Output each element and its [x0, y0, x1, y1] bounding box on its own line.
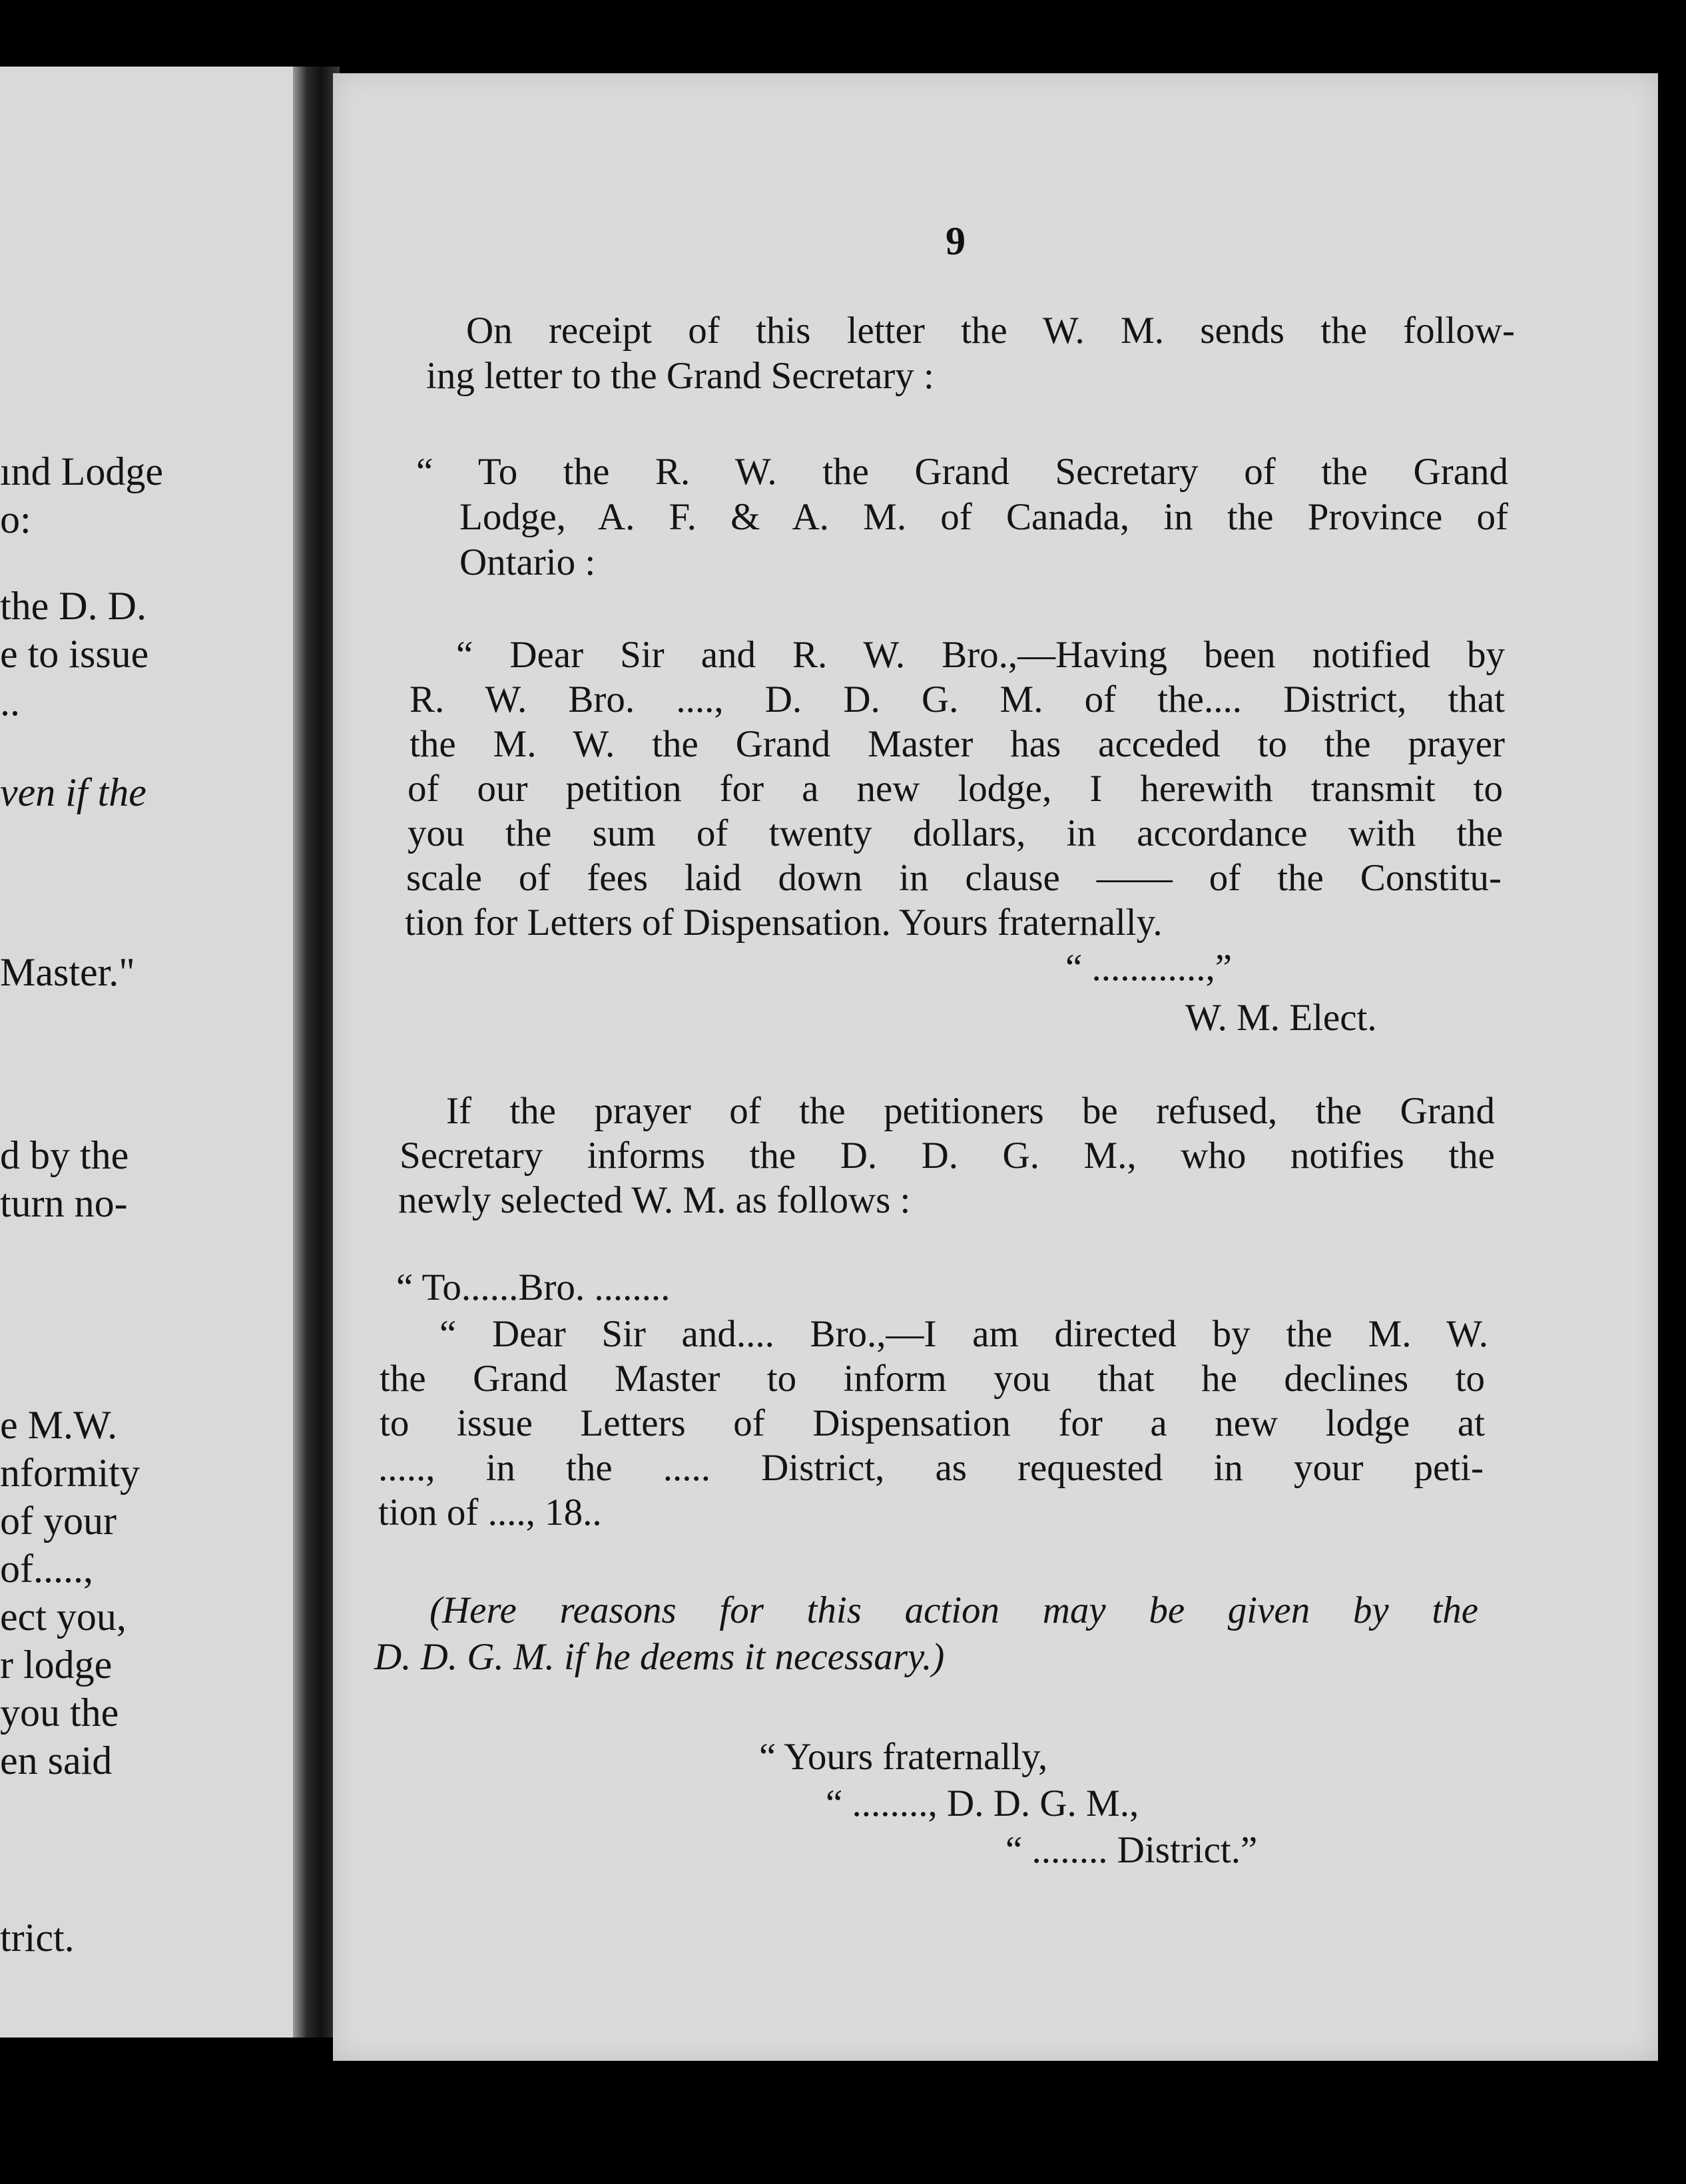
left-page-line: e M.W. [0, 1403, 118, 1447]
left-page-line: e to issue [0, 632, 149, 676]
left-page-line: turn no- [0, 1181, 128, 1225]
letter2-body-line: the Grand Master to inform you that he declines to [380, 1358, 1485, 1400]
letter1-signature-title: W. M. Elect. [1185, 997, 1377, 1039]
left-page-line: d by the [0, 1133, 129, 1177]
letter1-body-line: “ Dear Sir and R. W. Bro.,—Having been notified by [456, 634, 1505, 676]
letter1-body-line: scale of fees laid down in clause —— of the Constitu- [406, 857, 1502, 899]
left-page-line: the D. D. [0, 584, 146, 628]
letter1-address-line: Lodge, A. F. & A. M. of Canada, in the Province of [459, 496, 1508, 538]
letter2-body-line: tion of ...., 18.. [378, 1492, 602, 1533]
left-page-line: you the [0, 1691, 119, 1735]
page-number: 9 [946, 219, 966, 263]
left-page-line: ven if the [0, 770, 146, 814]
intro-line: ing letter to the Grand Secretary : [426, 355, 934, 397]
letter1-signature-dots: “ ............,” [1065, 947, 1233, 989]
letter2-body-line: to issue Letters of Dispensation for a new lodge at [380, 1402, 1485, 1444]
letter1-body-line: tion for Letters of Dispensation. Yours fraternally. [405, 902, 1163, 944]
closing-line: “ Yours fraternally, [759, 1736, 1048, 1778]
letter1-address-line: Ontario : [459, 541, 596, 583]
letter2-body-line: “ Dear Sir and.... Bro.,—I am directed by the M. W. [439, 1313, 1488, 1355]
refusal-line: newly selected W. M. as follows : [398, 1179, 911, 1221]
intro-line: On receipt of this letter the W. M. sends the follow- [466, 310, 1515, 352]
left-page-line: ınd Lodge [0, 449, 163, 493]
left-page-line: o: [0, 497, 31, 541]
left-page-line: nformity [0, 1451, 140, 1495]
letter1-body-line: the M. W. the Grand Master has acceded to the prayer [410, 723, 1505, 765]
left-page-line: r lodge [0, 1643, 113, 1687]
letter1-address-line: “ To the R. W. the Grand Secretary of the Grand [416, 451, 1508, 493]
note-line: D. D. G. M. if he deems it necessary.) [374, 1636, 945, 1678]
left-page-line: ect you, [0, 1595, 127, 1639]
left-page-line: .. [0, 680, 20, 724]
closing-line: “ ........, D. D. G. M., [826, 1782, 1139, 1824]
letter1-body-line: you the sum of twenty dollars, in accordance with the [408, 812, 1503, 854]
letter2-body-line: ....., in the ..... District, as requested in your peti- [378, 1447, 1484, 1489]
left-page-line: of....., [0, 1547, 93, 1591]
note-line: (Here reasons for this action may be given by the [429, 1589, 1478, 1631]
left-page-line: Master." [0, 950, 135, 994]
refusal-line: If the prayer of the petitioners be refused, the Grand [446, 1090, 1495, 1132]
left-page-fragment [0, 67, 293, 2038]
letter1-body-line: R. W. Bro. ...., D. D. G. M. of the.... District, that [410, 679, 1505, 720]
letter1-body-line: of our petition for a new lodge, I herewith transmit to [408, 768, 1503, 810]
left-page-line: of your [0, 1499, 117, 1543]
left-page-line: trict. [0, 1916, 75, 1960]
closing-line: “ ........ District.” [1005, 1829, 1258, 1871]
refusal-line: Secretary informs the D. D. G. M., who notifies the [400, 1135, 1495, 1177]
left-page-line: en said [0, 1739, 113, 1782]
letter2-to-line: “ To......Bro. ........ [396, 1266, 671, 1308]
